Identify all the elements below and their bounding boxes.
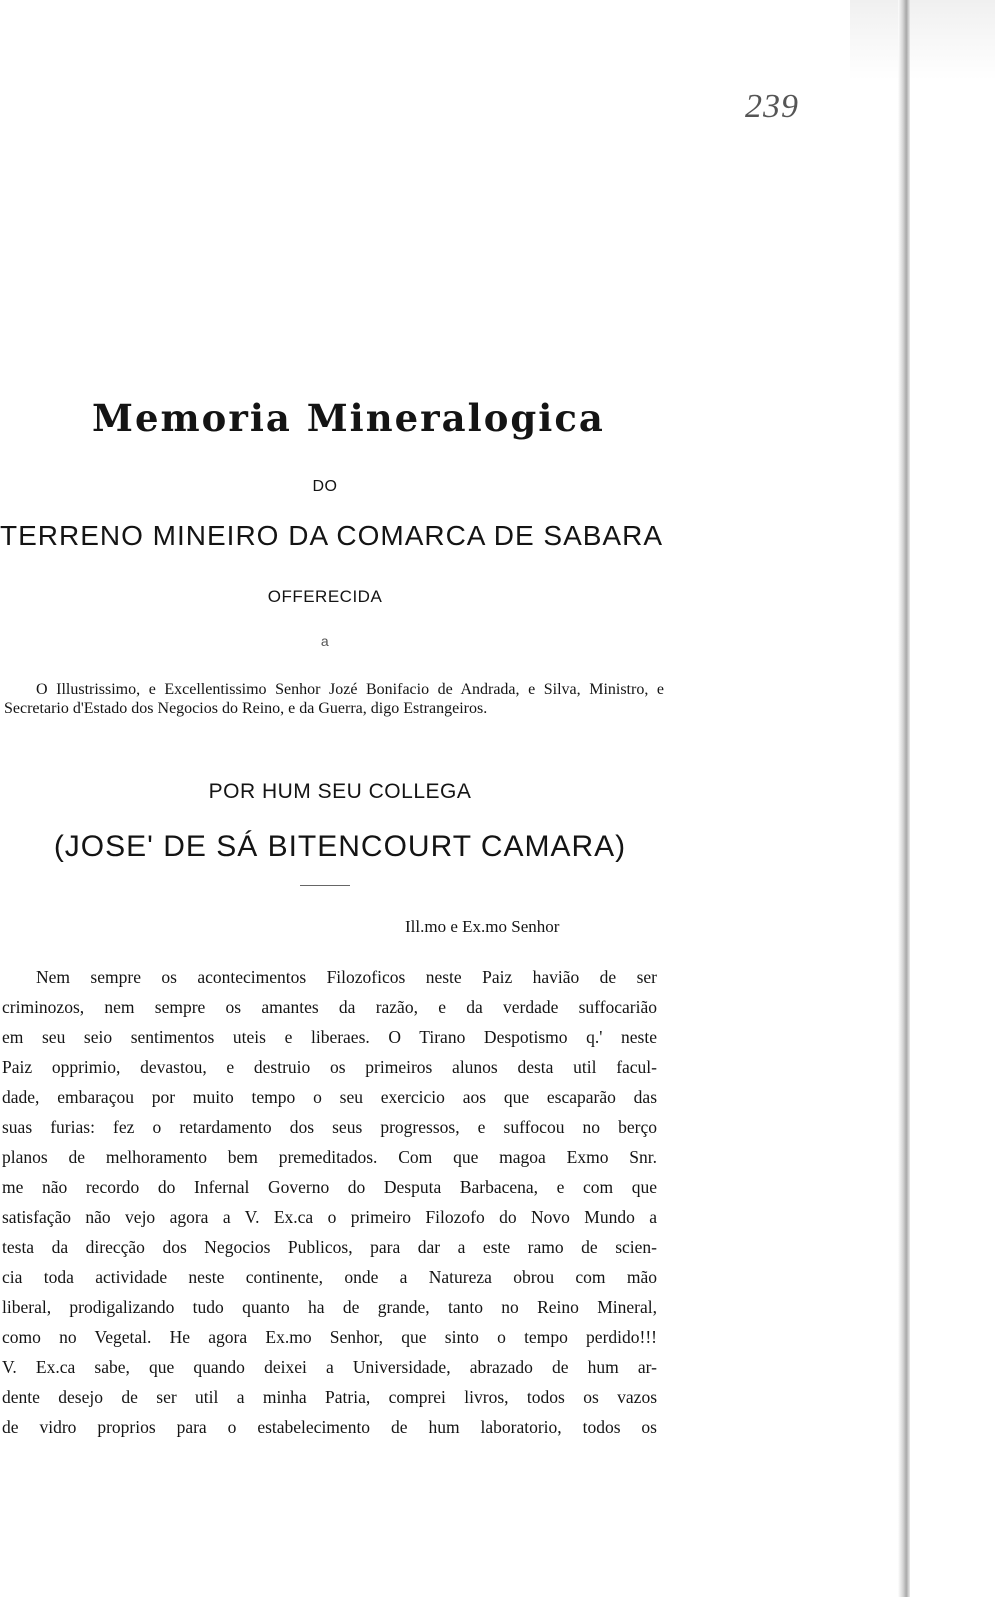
dedication-text: O Illustrissimo, e Excellentissimo Senhor Jozé Bonifacio de Andrada, e Silva, Ministro, e Secretario d'Estado dos Negocios do Reino, e da Guerra, digo Estrangeiros. [4,681,664,717]
body-line: liberal, prodigalizando tudo quanto ha de grande, tanto no Reino Mineral, [2,1297,657,1317]
body-line: V. Ex.ca sabe, que quando deixei a Universidade, abrazado de hum ar- [2,1357,657,1377]
dedication-block [4,680,664,718]
page-binding-edge [898,0,910,1597]
body-line: Nem sempre os acontecimentos Filozoficos neste Paiz havião de ser [36,967,657,987]
body-line: dade, embaraçou por muito tempo o seu exercicio aos que escaparão das [2,1087,657,1107]
section-separator [300,885,350,886]
body-line: criminozos, nem sempre os amantes da razão, e da verdade suffocarião [2,997,657,1017]
body-line: cia toda actividade neste continente, onde a Natureza obrou com mão [2,1267,657,1287]
body-line: Paiz opprimio, devastou, e destruio os primeiros alunos desta util facul- [2,1057,657,1077]
document-subtitle: TERRENO MINEIRO DA COMARCA DE SABARA [0,520,663,551]
document-title: Memoria Mineralogica [92,396,605,440]
body-line: suas furias: fez o retardamento dos seus progressos, e suffocou no berço [2,1117,657,1137]
body-line: me não recordo do Infernal Governo do Desputa Barbacena, e com que [2,1177,657,1197]
by-colleague-line: POR HUM SEU COLLEGA [208,780,472,803]
page-number: 239 [745,88,799,125]
body-line: de vidro proprios para o estabelecimento de hum laboratorio, todos os [2,1417,657,1437]
author-name: (JOSE' DE SÁ BITENCOURT CAMARA) [53,830,627,863]
offered-label: OFFERECIDA [267,587,383,606]
body-line: planos de melhoramento bem premeditados. Com que magoa Exmo Snr. [2,1147,657,1167]
title-connector: DO [312,478,338,495]
body-line: dente desejo de ser util a minha Patria, comprei livros, todos os vazos [2,1387,657,1407]
scan-edge-shadow [850,0,995,80]
body-line: em seu seio sentimentos uteis e liberaes. O Tirano Despotismo q.' neste [2,1027,657,1047]
salutation: Ill.mo e Ex.mo Senhor [405,917,560,936]
body-line: satisfação não vejo agora a V. Ex.ca o primeiro Filozofo do Novo Mundo a [2,1207,657,1227]
recipient-connector: a [320,633,330,649]
body-paragraph [2,962,657,1442]
body-line: como no Vegetal. He agora Ex.mo Senhor, que sinto o tempo perdido!!! [2,1327,657,1347]
body-line: testa da direcção dos Negocios Publicos, para dar a este ramo de scien- [2,1237,657,1257]
